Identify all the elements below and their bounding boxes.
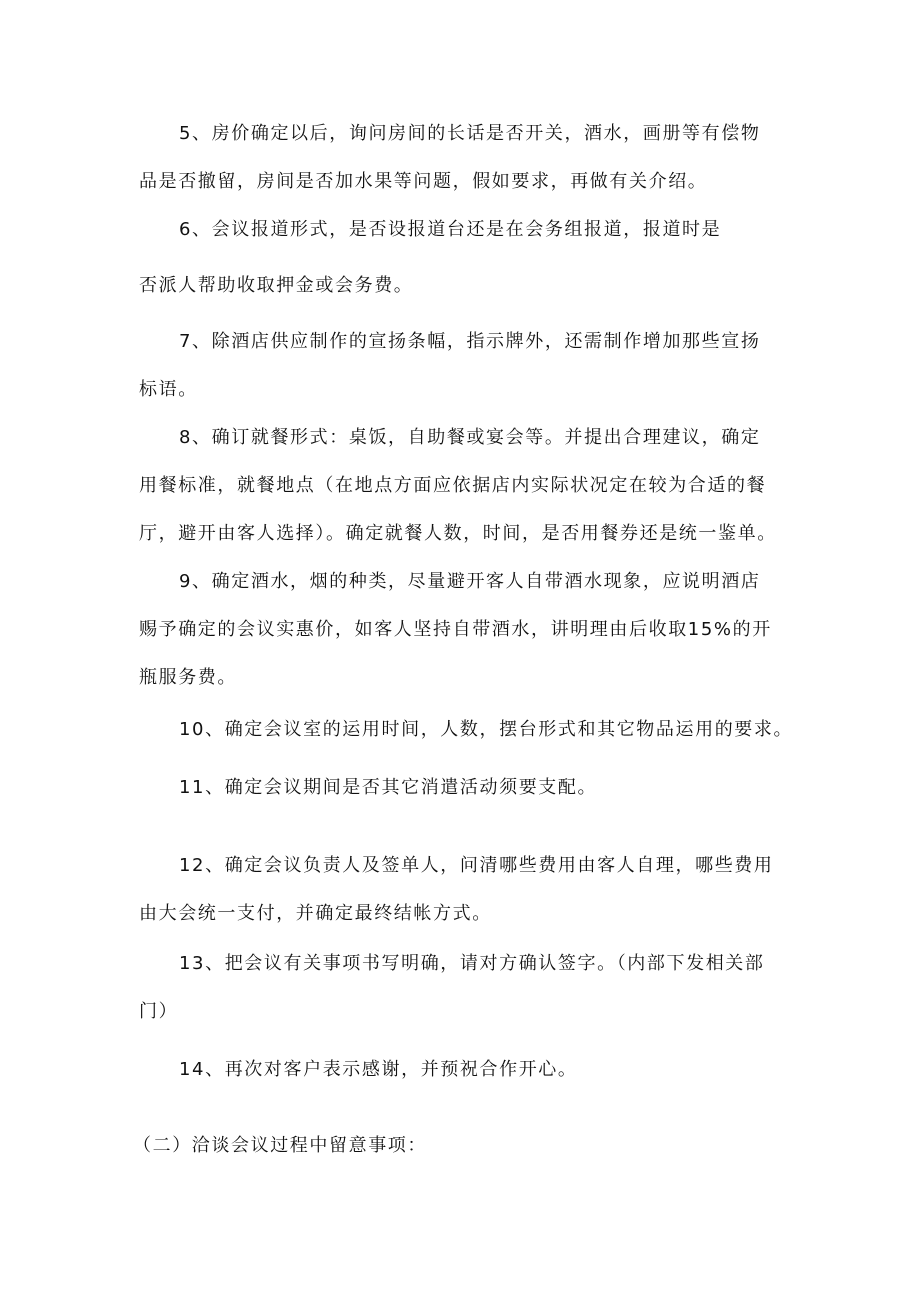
paragraph-line: 厅，避开由客人选择）。确定就餐人数，时间，是否用餐券还是统一鉴单。 bbox=[139, 523, 777, 544]
paragraph-line: 6、会议报道形式，是否设报道台还是在会务组报道，报道时是 bbox=[179, 219, 722, 240]
section-heading: （二）洽谈会议过程中留意事项： bbox=[133, 1135, 427, 1156]
list-item-13 bbox=[139, 940, 789, 1036]
paragraph-line: 14、再次对客户表示感谢，并预祝合作开心。 bbox=[179, 1059, 578, 1080]
list-item-6-continued bbox=[139, 262, 789, 310]
list-item-8 bbox=[139, 414, 789, 558]
paragraph-line: 瓶服务费。 bbox=[139, 667, 237, 688]
list-item-7 bbox=[139, 318, 789, 414]
list-item-12 bbox=[139, 842, 789, 938]
paragraph-line: 7、除酒店供应制作的宣扬条幅，指示牌外，还需制作增加那些宣扬 bbox=[179, 331, 761, 352]
paragraph-line: 11、确定会议期间是否其它消遣活动须要支配。 bbox=[179, 777, 598, 798]
paragraph-line: 由大会统一支付，并确定最终结帐方式。 bbox=[139, 903, 492, 924]
paragraph-line: 品是否撤留，房间是否加水果等问题，假如要求，再做有关介绍。 bbox=[139, 171, 708, 192]
paragraph-line: 用餐标准，就餐地点（在地点方面应依据店内实际状况定在较为合适的餐 bbox=[139, 475, 767, 496]
paragraph-line: 9、确定酒水，烟的种类，尽量避开客人自带酒水现象，应说明酒店 bbox=[179, 571, 761, 592]
list-item-9 bbox=[139, 558, 789, 702]
paragraph-line: 10、确定会议室的运用时间，人数，摆台形式和其它物品运用的要求。 bbox=[179, 719, 794, 740]
paragraph-line: 13、把会议有关事项书写明确，请对方确认签字。（内部下发相关部 bbox=[179, 953, 765, 974]
paragraph-line: 赐予确定的会议实惠价，如客人坚持自带酒水，讲明理由后收取15%的开 bbox=[139, 619, 772, 640]
list-item-11 bbox=[139, 764, 789, 812]
paragraph-line: 否派人帮助收取押金或会务费。 bbox=[139, 275, 414, 296]
paragraph-line: 8、确订就餐形式：桌饭，自助餐或宴会等。并提出合理建议，确定 bbox=[179, 427, 761, 448]
paragraph-line: 12、确定会议负责人及签单人，问清哪些费用由客人自理，哪些费用 bbox=[179, 855, 774, 876]
list-item-10 bbox=[139, 706, 794, 754]
paragraph-line: 门） bbox=[139, 1001, 179, 1022]
list-item-14 bbox=[139, 1046, 789, 1094]
paragraph-line: 5、房价确定以后，询问房间的长话是否开关，酒水，画册等有偿物 bbox=[179, 123, 761, 144]
list-item-5 bbox=[139, 110, 789, 206]
list-item-6 bbox=[139, 206, 789, 254]
paragraph-line: 标语。 bbox=[139, 379, 198, 400]
